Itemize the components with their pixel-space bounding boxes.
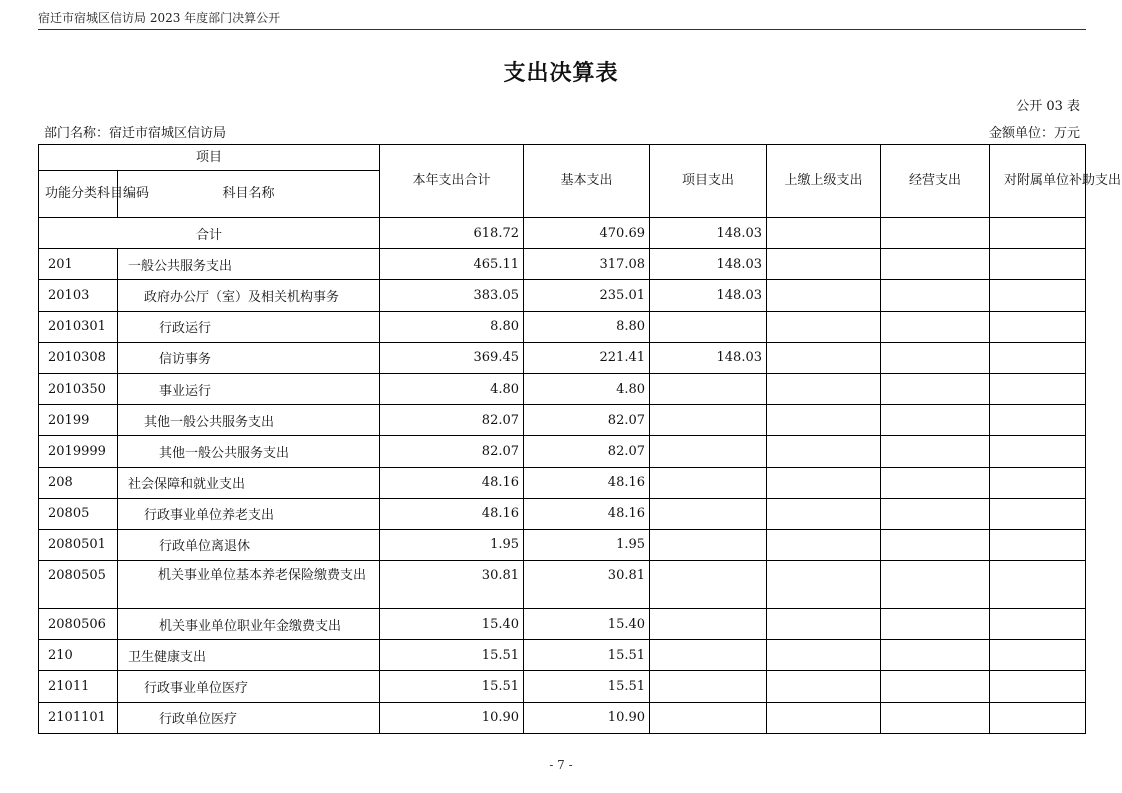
row-basic: 1.95	[524, 529, 650, 560]
table-row	[39, 280, 1086, 311]
row-subsidy	[990, 640, 1086, 671]
running-header: 宿迁市宿城区信访局 2023 年度部门决算公开	[38, 11, 281, 25]
row-upper	[767, 609, 881, 640]
row-upper	[767, 529, 881, 560]
total-upper	[767, 218, 881, 249]
header-business: 经营支出	[881, 145, 990, 218]
row-code: 210	[39, 640, 118, 671]
table-row	[39, 609, 1086, 640]
row-business	[881, 702, 990, 733]
row-project: 148.03	[650, 280, 767, 311]
total-sum: 618.72	[380, 218, 524, 249]
row-project	[650, 436, 767, 467]
total-subsidy	[990, 218, 1086, 249]
row-name: 社会保障和就业支出	[118, 467, 380, 498]
header-project: 项目支出	[650, 145, 767, 218]
row-business	[881, 405, 990, 436]
row-name: 行政事业单位医疗	[118, 671, 380, 702]
header-name: 科目名称	[118, 171, 380, 218]
total-business	[881, 218, 990, 249]
row-total: 15.40	[380, 609, 524, 640]
row-code: 201	[39, 249, 118, 280]
row-business	[881, 249, 990, 280]
row-project	[650, 609, 767, 640]
row-basic: 48.16	[524, 467, 650, 498]
row-code: 2019999	[39, 436, 118, 467]
row-name: 卫生健康支出	[118, 640, 380, 671]
row-basic: 15.51	[524, 640, 650, 671]
row-subsidy	[990, 498, 1086, 529]
row-code: 20805	[39, 498, 118, 529]
row-basic: 82.07	[524, 405, 650, 436]
row-total: 369.45	[380, 342, 524, 373]
row-subsidy	[990, 467, 1086, 498]
row-business	[881, 280, 990, 311]
row-basic: 221.41	[524, 342, 650, 373]
row-upper	[767, 640, 881, 671]
row-upper	[767, 342, 881, 373]
row-total: 4.80	[380, 373, 524, 404]
header-subsidy: 对附属单位补助支出	[990, 145, 1086, 218]
row-upper	[767, 436, 881, 467]
row-name: 机关事业单位职业年金缴费支出	[118, 609, 380, 640]
row-business	[881, 498, 990, 529]
table-row	[39, 249, 1086, 280]
page-title: 支出决算表	[503, 61, 619, 86]
row-total: 15.51	[380, 640, 524, 671]
row-subsidy	[990, 249, 1086, 280]
table-number: 公开 03 表	[1016, 99, 1080, 114]
row-code: 2010308	[39, 342, 118, 373]
row-project	[650, 529, 767, 560]
row-project	[650, 561, 767, 609]
row-name: 其他一般公共服务支出	[118, 436, 380, 467]
row-name: 行政事业单位养老支出	[118, 498, 380, 529]
row-total: 10.90	[380, 702, 524, 733]
row-subsidy	[990, 342, 1086, 373]
row-business	[881, 609, 990, 640]
row-business	[881, 671, 990, 702]
header-total: 本年支出合计	[380, 145, 524, 218]
row-upper	[767, 467, 881, 498]
table-row	[39, 671, 1086, 702]
row-code: 208	[39, 467, 118, 498]
row-code: 2010350	[39, 373, 118, 404]
row-total: 82.07	[380, 405, 524, 436]
table-row	[39, 342, 1086, 373]
row-basic: 8.80	[524, 311, 650, 342]
row-name: 事业运行	[118, 373, 380, 404]
header-upper: 上缴上级支出	[767, 145, 881, 218]
row-upper	[767, 311, 881, 342]
header-code: 功能分类科目编码	[39, 171, 118, 218]
row-project	[650, 640, 767, 671]
table-row	[39, 640, 1086, 671]
table-row	[39, 373, 1086, 404]
table-row	[39, 311, 1086, 342]
row-basic: 235.01	[524, 280, 650, 311]
row-name: 信访事务	[118, 342, 380, 373]
expenditure-table	[38, 144, 1122, 734]
row-business	[881, 467, 990, 498]
row-subsidy	[990, 671, 1086, 702]
row-business	[881, 373, 990, 404]
row-upper	[767, 373, 881, 404]
page-number: - 7 -	[549, 758, 573, 772]
row-basic: 15.40	[524, 609, 650, 640]
row-subsidy	[990, 280, 1086, 311]
row-total: 15.51	[380, 671, 524, 702]
row-basic: 48.16	[524, 498, 650, 529]
table-row	[39, 405, 1086, 436]
row-business	[881, 561, 990, 609]
row-total: 465.11	[380, 249, 524, 280]
row-project	[650, 405, 767, 436]
row-project	[650, 498, 767, 529]
row-total: 383.05	[380, 280, 524, 311]
header-rule	[38, 29, 1086, 30]
row-upper	[767, 498, 881, 529]
table-row	[39, 436, 1086, 467]
row-code: 21011	[39, 671, 118, 702]
row-basic: 82.07	[524, 436, 650, 467]
row-code: 2080506	[39, 609, 118, 640]
row-upper	[767, 280, 881, 311]
row-code: 2010301	[39, 311, 118, 342]
row-project	[650, 373, 767, 404]
row-name: 政府办公厅（室）及相关机构事务	[118, 280, 380, 311]
department-label: 部门名称：宿迁市宿城区信访局	[44, 126, 227, 141]
row-subsidy	[990, 405, 1086, 436]
row-subsidy	[990, 373, 1086, 404]
row-name: 行政运行	[118, 311, 380, 342]
table-row	[39, 467, 1086, 498]
row-subsidy	[990, 436, 1086, 467]
row-total: 30.81	[380, 561, 524, 609]
row-name: 行政单位离退休	[118, 529, 380, 560]
row-subsidy	[990, 529, 1086, 560]
row-subsidy	[990, 609, 1086, 640]
table-row	[39, 498, 1086, 529]
row-code: 2101101	[39, 702, 118, 733]
row-total: 48.16	[380, 498, 524, 529]
row-name: 其他一般公共服务支出	[118, 405, 380, 436]
row-business	[881, 342, 990, 373]
row-basic: 30.81	[524, 561, 650, 609]
row-code: 2080505	[39, 561, 118, 609]
header-basic: 基本支出	[524, 145, 650, 218]
row-code: 2080501	[39, 529, 118, 560]
table-row	[39, 702, 1086, 733]
row-total: 82.07	[380, 436, 524, 467]
row-project	[650, 671, 767, 702]
row-upper	[767, 702, 881, 733]
row-name: 机关事业单位基本养老保险缴费支出	[118, 561, 380, 609]
row-business	[881, 640, 990, 671]
total-row	[39, 218, 1086, 249]
row-upper	[767, 249, 881, 280]
row-total: 8.80	[380, 311, 524, 342]
row-basic: 4.80	[524, 373, 650, 404]
row-name: 一般公共服务支出	[118, 249, 380, 280]
row-name: 行政单位医疗	[118, 702, 380, 733]
header-item: 项目	[39, 145, 380, 171]
row-project	[650, 311, 767, 342]
unit-label: 金额单位：万元	[988, 126, 1080, 141]
total-label: 合计	[39, 218, 380, 249]
row-project: 148.03	[650, 342, 767, 373]
row-project: 148.03	[650, 249, 767, 280]
total-basic: 470.69	[524, 218, 650, 249]
row-basic: 317.08	[524, 249, 650, 280]
row-basic: 10.90	[524, 702, 650, 733]
table-row	[39, 561, 1086, 609]
row-basic: 15.51	[524, 671, 650, 702]
row-subsidy	[990, 311, 1086, 342]
row-total: 1.95	[380, 529, 524, 560]
row-project	[650, 467, 767, 498]
row-project	[650, 702, 767, 733]
table-row	[39, 529, 1086, 560]
row-business	[881, 311, 990, 342]
row-total: 48.16	[380, 467, 524, 498]
row-upper	[767, 561, 881, 609]
row-business	[881, 529, 990, 560]
row-code: 20103	[39, 280, 118, 311]
row-code: 20199	[39, 405, 118, 436]
row-upper	[767, 405, 881, 436]
total-project: 148.03	[650, 218, 767, 249]
row-upper	[767, 671, 881, 702]
row-subsidy	[990, 702, 1086, 733]
row-business	[881, 436, 990, 467]
row-subsidy	[990, 561, 1086, 609]
